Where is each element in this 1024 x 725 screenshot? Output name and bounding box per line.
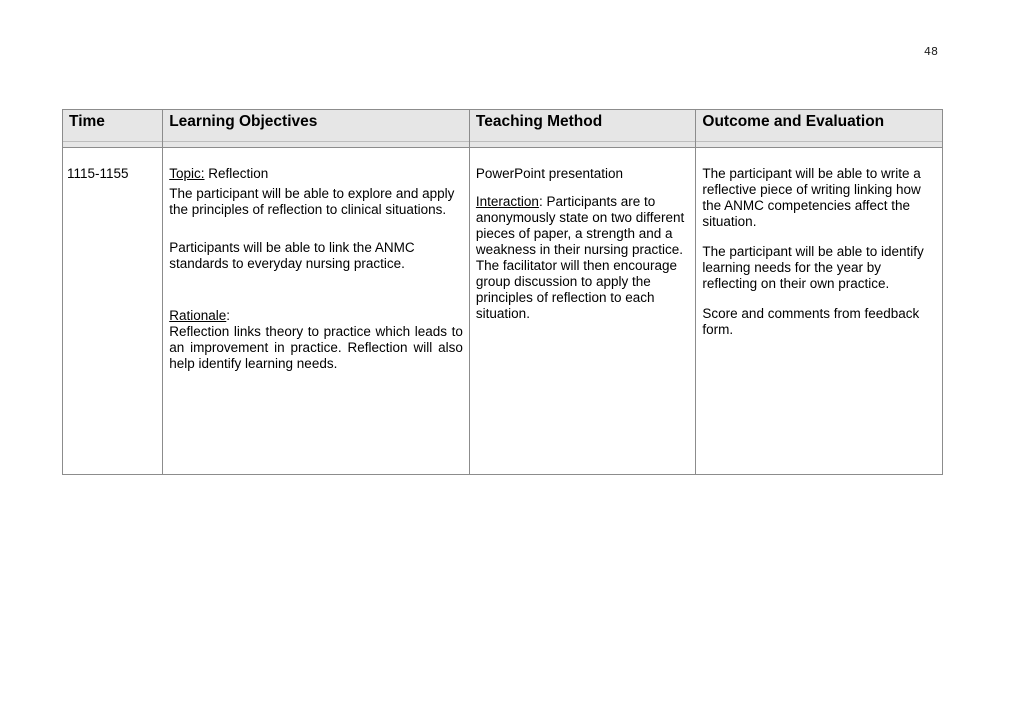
method-interaction <box>476 194 690 322</box>
teaching-method-cell <box>469 148 696 475</box>
objective-1: The participant will be able to explore and apply the principles of reflection to clinical situations. <box>169 186 455 217</box>
rationale-text: Reflection links theory to practice which leads to an improvement in practice. Reflection will also help identify learning needs. <box>169 324 463 371</box>
method-presentation: PowerPoint presentation <box>475 166 623 181</box>
rationale-heading <box>169 308 463 324</box>
session-time: 1115-1155 <box>67 166 129 181</box>
interaction-label: Interaction <box>475 194 539 209</box>
objective-2: Participants will be able to link the ANMC standards to everyday nursing practice. <box>169 240 415 271</box>
header-outcome-label: Outcome and Evaluation <box>696 110 942 142</box>
page-number: 48 <box>924 45 938 58</box>
header-time-label: Time <box>63 110 162 142</box>
header-time <box>63 110 163 148</box>
rationale-colon: : <box>226 308 231 323</box>
interaction-text: : Participants are to anonymously state on two different pieces of paper, a strength and a weakness in their nursing practice. The facilitator will then encourage group discussion to apply the principles of reflection to each situation. <box>475 194 685 321</box>
header-method-label: Teaching Method <box>470 110 696 142</box>
rationale-label: Rationale <box>169 308 227 323</box>
time-cell <box>63 148 163 475</box>
header-objectives-label: Learning Objectives <box>163 110 469 142</box>
outcome-1: The participant will be able to write a reflective piece of writing linking how the ANMC competencies affect the situation. <box>702 166 921 229</box>
objectives-cell <box>163 148 470 475</box>
header-teaching-method <box>469 110 696 148</box>
header-outcome-evaluation <box>696 110 943 148</box>
topic-value: Reflection <box>204 166 269 181</box>
outcome-2: The participant will be able to identify learning needs for the year by reflecting on their own practice. <box>702 244 924 291</box>
lesson-plan-table <box>62 109 943 475</box>
outcome-cell <box>696 148 943 475</box>
outcome-3: Score and comments from feedback form. <box>702 306 920 337</box>
header-learning-objectives <box>163 110 470 148</box>
topic-label: Topic: <box>169 166 205 181</box>
topic-line <box>169 166 463 182</box>
table-header-row <box>63 110 943 148</box>
table-row <box>63 148 943 475</box>
